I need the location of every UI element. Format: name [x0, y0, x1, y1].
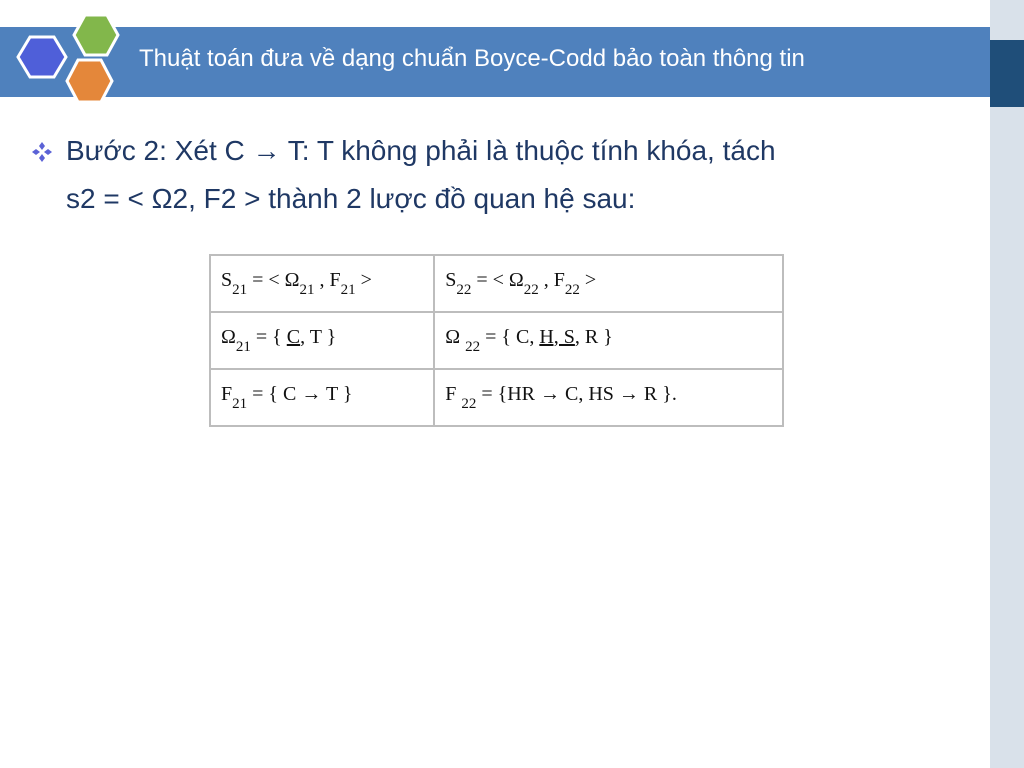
- slide-title: Thuật toán đưa về dạng chuẩn Boyce-Codd bảo toàn thông tin: [139, 45, 805, 72]
- subscript: 22: [564, 281, 580, 298]
- schema-s22-cell: [434, 255, 783, 312]
- cell-text: Ω: [445, 325, 466, 348]
- cell-text: F: [221, 382, 233, 405]
- cell-text: , T }: [300, 325, 337, 348]
- schema-s21-cell: [210, 255, 434, 312]
- cell-text: >: [579, 268, 597, 291]
- blue-hexagon-icon: [18, 37, 66, 77]
- f22-cell: [434, 369, 783, 426]
- bullet-line-1: Bước 2: Xét C → T: T không phải là thuộc tính khóa, tách: [66, 135, 776, 166]
- subscript: 21: [299, 281, 315, 298]
- cell-text: , F: [314, 268, 341, 291]
- omega21-cell: [210, 312, 434, 369]
- subscript: 21: [235, 338, 251, 355]
- subscript: 22: [465, 338, 481, 355]
- key-attribute-underlined: C: [286, 325, 301, 348]
- subscript: 22: [456, 281, 472, 298]
- subscript: 21: [340, 281, 356, 298]
- cell-text: S: [445, 268, 457, 291]
- cell-text: , F: [538, 268, 565, 291]
- title-accent-block: [990, 40, 1024, 107]
- cell-text: S: [221, 268, 233, 291]
- subscript: 21: [232, 395, 248, 412]
- cell-text: Ω: [221, 325, 236, 348]
- cell-text: = < Ω: [471, 268, 524, 291]
- orange-hexagon-icon: [67, 60, 112, 102]
- subscript: 22: [461, 395, 477, 412]
- omega22-cell: [434, 312, 783, 369]
- bullet-line-2: s2 = < Ω2, F2 > thành 2 lược đồ quan hệ sau:: [66, 183, 636, 214]
- table-row: [210, 255, 783, 312]
- cell-text: = { C,: [480, 325, 540, 348]
- key-attribute-underlined: H, S: [539, 325, 575, 348]
- cell-text: = {HR → C, HS → R }.: [476, 382, 677, 405]
- cell-text: = {: [250, 325, 287, 348]
- hexagon-logo-icon: [10, 10, 130, 110]
- cell-text: >: [355, 268, 372, 291]
- green-hexagon-icon: [74, 15, 118, 55]
- diamond-bullet-icon: [30, 140, 54, 164]
- relation-schema-table: [209, 254, 784, 427]
- subscript: 22: [523, 281, 539, 298]
- subscript: 21: [232, 281, 248, 298]
- cell-text: , R }: [574, 325, 613, 348]
- cell-text: = < Ω: [247, 268, 300, 291]
- table-row: [210, 369, 783, 426]
- cell-text: = { C → T }: [247, 382, 353, 405]
- right-decorative-strip: [990, 0, 1024, 768]
- f21-cell: [210, 369, 434, 426]
- table-row: [210, 312, 783, 369]
- cell-text: F: [445, 382, 462, 405]
